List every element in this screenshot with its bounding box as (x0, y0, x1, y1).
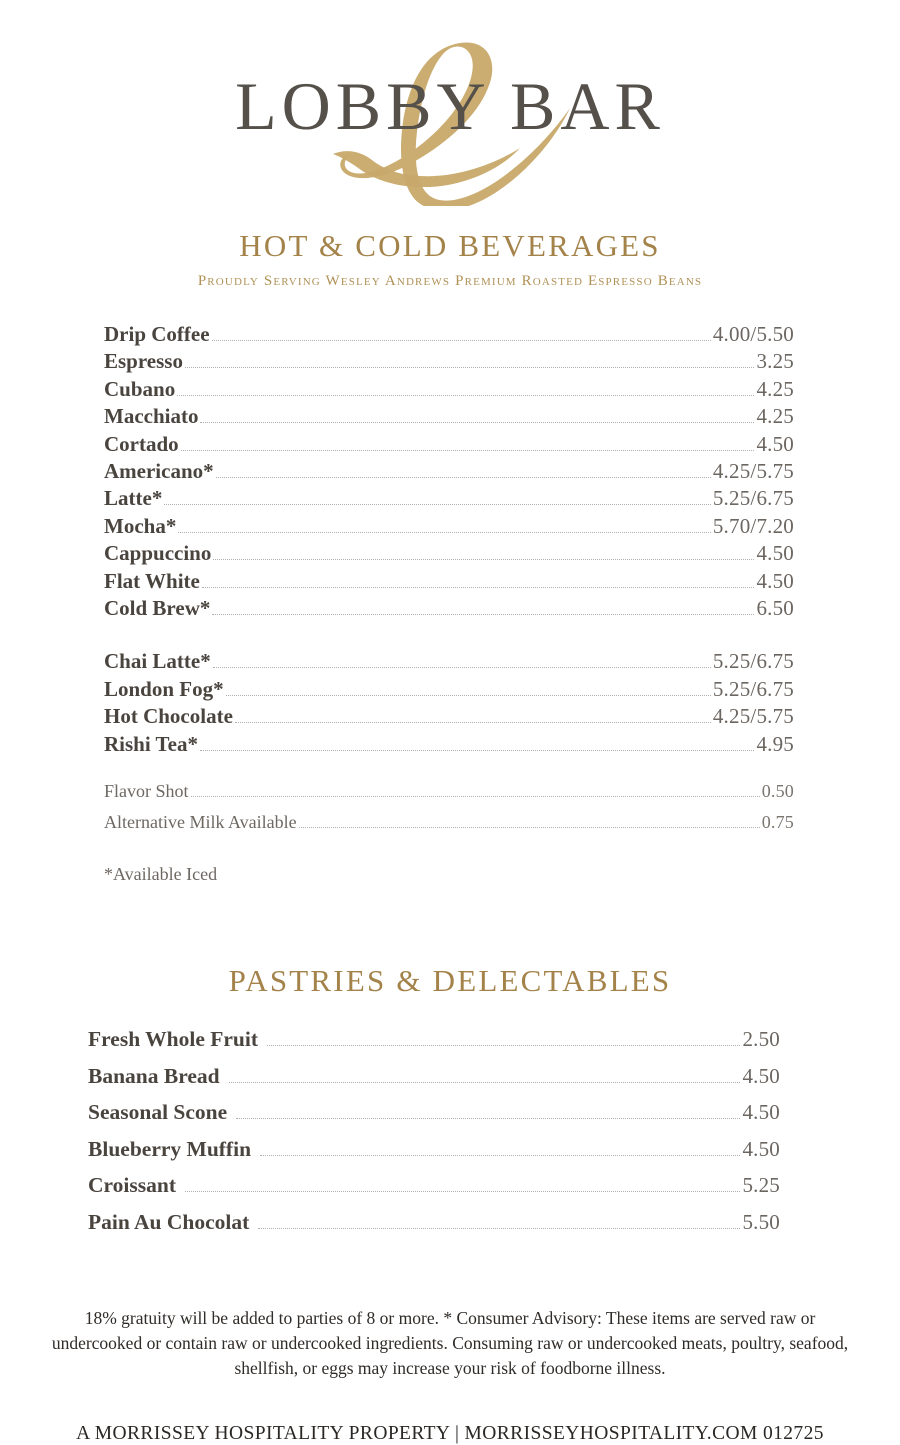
addon-name: Flavor Shot (104, 781, 189, 802)
item-price: 4.50 (756, 541, 794, 566)
pastries-section (0, 963, 900, 1240)
item-name: Croissant (88, 1173, 177, 1198)
menu-item[interactable] (104, 403, 794, 430)
item-name: Mocha* (104, 513, 177, 538)
menu-item[interactable] (104, 321, 794, 348)
pastries-list (88, 1021, 780, 1240)
menu-item[interactable] (104, 540, 794, 567)
dot-leader (200, 422, 754, 423)
item-price: 6.50 (756, 596, 794, 621)
item-price: 2.50 (742, 1027, 780, 1052)
menu-item[interactable] (104, 595, 794, 622)
menu-page (0, 26, 900, 1445)
item-price: 5.25 (742, 1173, 780, 1198)
iced-footnote: *Available Iced (104, 864, 218, 885)
dot-leader (260, 1155, 740, 1156)
beverages-heading: HOT & COLD BEVERAGES (239, 228, 661, 263)
dot-leader (213, 667, 711, 668)
beverages-list (104, 321, 794, 838)
menu-item[interactable] (88, 1167, 780, 1204)
item-name: Banana Bread (88, 1063, 220, 1088)
property-footer-block (0, 1423, 900, 1445)
dot-leader (185, 1191, 740, 1192)
dot-leader (236, 1118, 740, 1119)
addon-item[interactable] (104, 776, 794, 807)
item-price: 4.95 (756, 731, 794, 756)
item-name: Macchiato (104, 404, 199, 429)
dot-leader (202, 587, 755, 588)
menu-item[interactable] (104, 703, 794, 730)
property-footer: A MORRISSEY HOSPITALITY PROPERTY | MORRISSEYHOSPITALITY.COM 012725 (76, 1423, 824, 1445)
menu-item[interactable] (104, 458, 794, 485)
item-price: 5.25/6.75 (712, 649, 794, 674)
item-price: 4.25/5.75 (712, 459, 794, 484)
dot-leader (267, 1045, 740, 1046)
dot-leader (216, 477, 711, 478)
legal-disclaimer-block (0, 1306, 900, 1381)
item-name: Flat White (104, 568, 200, 593)
dot-leader (213, 559, 754, 560)
dot-leader (185, 367, 754, 368)
item-price: 3.25 (756, 349, 794, 374)
beverages-subheading: Proudly Serving Wesley Andrews Premium Roasted Espresso Beans (197, 273, 703, 289)
dot-leader (299, 827, 760, 828)
menu-item[interactable] (104, 568, 794, 595)
addon-item[interactable] (104, 807, 794, 838)
addon-price: 0.75 (761, 812, 794, 833)
menu-item[interactable] (104, 676, 794, 703)
addon-spacer (104, 758, 794, 776)
item-price: 4.50 (756, 568, 794, 593)
item-price: 4.00/5.50 (712, 322, 794, 346)
dot-leader (226, 695, 711, 696)
beverages-section (0, 228, 900, 885)
item-price: 4.50 (756, 431, 794, 456)
menu-item[interactable] (104, 731, 794, 758)
dot-leader (191, 796, 760, 797)
item-price: 5.25/6.75 (712, 676, 794, 701)
item-price: 4.50 (742, 1063, 780, 1088)
item-price: 4.50 (742, 1100, 780, 1125)
item-name: Espresso (104, 349, 183, 374)
pastries-heading: PASTRIES & DELECTABLES (228, 963, 672, 999)
dot-leader (200, 750, 754, 751)
dot-leader (235, 722, 711, 723)
menu-item[interactable] (88, 1131, 780, 1168)
logo-block (0, 26, 900, 206)
item-name: Cortado (104, 431, 179, 456)
item-name: Pain Au Chocolat (88, 1209, 250, 1234)
menu-item[interactable] (104, 485, 794, 512)
dot-leader (178, 532, 711, 533)
menu-item[interactable] (104, 648, 794, 675)
menu-item[interactable] (104, 513, 794, 540)
dot-leader (229, 1082, 741, 1083)
dot-leader (164, 504, 711, 505)
dot-leader (181, 450, 755, 451)
menu-item[interactable] (88, 1204, 780, 1241)
menu-item[interactable] (104, 431, 794, 458)
item-name: Americano* (104, 459, 214, 484)
item-name: Chai Latte* (104, 649, 211, 674)
menu-item[interactable] (104, 376, 794, 403)
item-price: 5.70/7.20 (712, 513, 794, 538)
item-price: 4.25 (756, 376, 794, 401)
addon-name: Alternative Milk Available (104, 812, 297, 833)
item-name: Latte* (104, 486, 163, 511)
item-price: 4.25 (756, 404, 794, 429)
dot-leader (258, 1228, 740, 1229)
item-name: Blueberry Muffin (88, 1136, 252, 1161)
item-name: Rishi Tea* (104, 731, 198, 756)
menu-item[interactable] (88, 1094, 780, 1131)
item-price: 4.50 (742, 1136, 780, 1161)
item-name: Hot Chocolate (104, 704, 233, 729)
addon-price: 0.50 (761, 781, 794, 802)
legal-disclaimer: 18% gratuity will be added to parties of 8 or more. * Consumer Advisory: These items are served raw or undercooked or contain raw or undercooked ingredients. Consuming raw or undercooked meats, poultry, seafood, shellfish, or eggs may increase your risk of foodborne illness. (51, 1308, 849, 1379)
item-name: Drip Coffee (104, 322, 210, 346)
item-name: Cubano (104, 376, 176, 401)
dot-leader (177, 395, 754, 396)
item-name: London Fog* (104, 676, 224, 701)
item-name: Fresh Whole Fruit (88, 1027, 259, 1052)
item-price: 4.25/5.75 (712, 704, 794, 729)
menu-item[interactable] (88, 1058, 780, 1095)
menu-item[interactable] (104, 348, 794, 375)
logo-wordmark: LOBBY BAR (235, 68, 665, 144)
item-price: 5.50 (742, 1209, 780, 1234)
dot-leader (212, 340, 711, 341)
dot-leader (212, 614, 754, 615)
item-name: Cappuccino (104, 541, 212, 566)
item-price: 5.25/6.75 (712, 486, 794, 511)
menu-item[interactable] (88, 1021, 780, 1058)
item-name: Cold Brew* (104, 596, 211, 621)
item-name: Seasonal Scone (88, 1100, 228, 1125)
group-spacer (104, 622, 794, 648)
